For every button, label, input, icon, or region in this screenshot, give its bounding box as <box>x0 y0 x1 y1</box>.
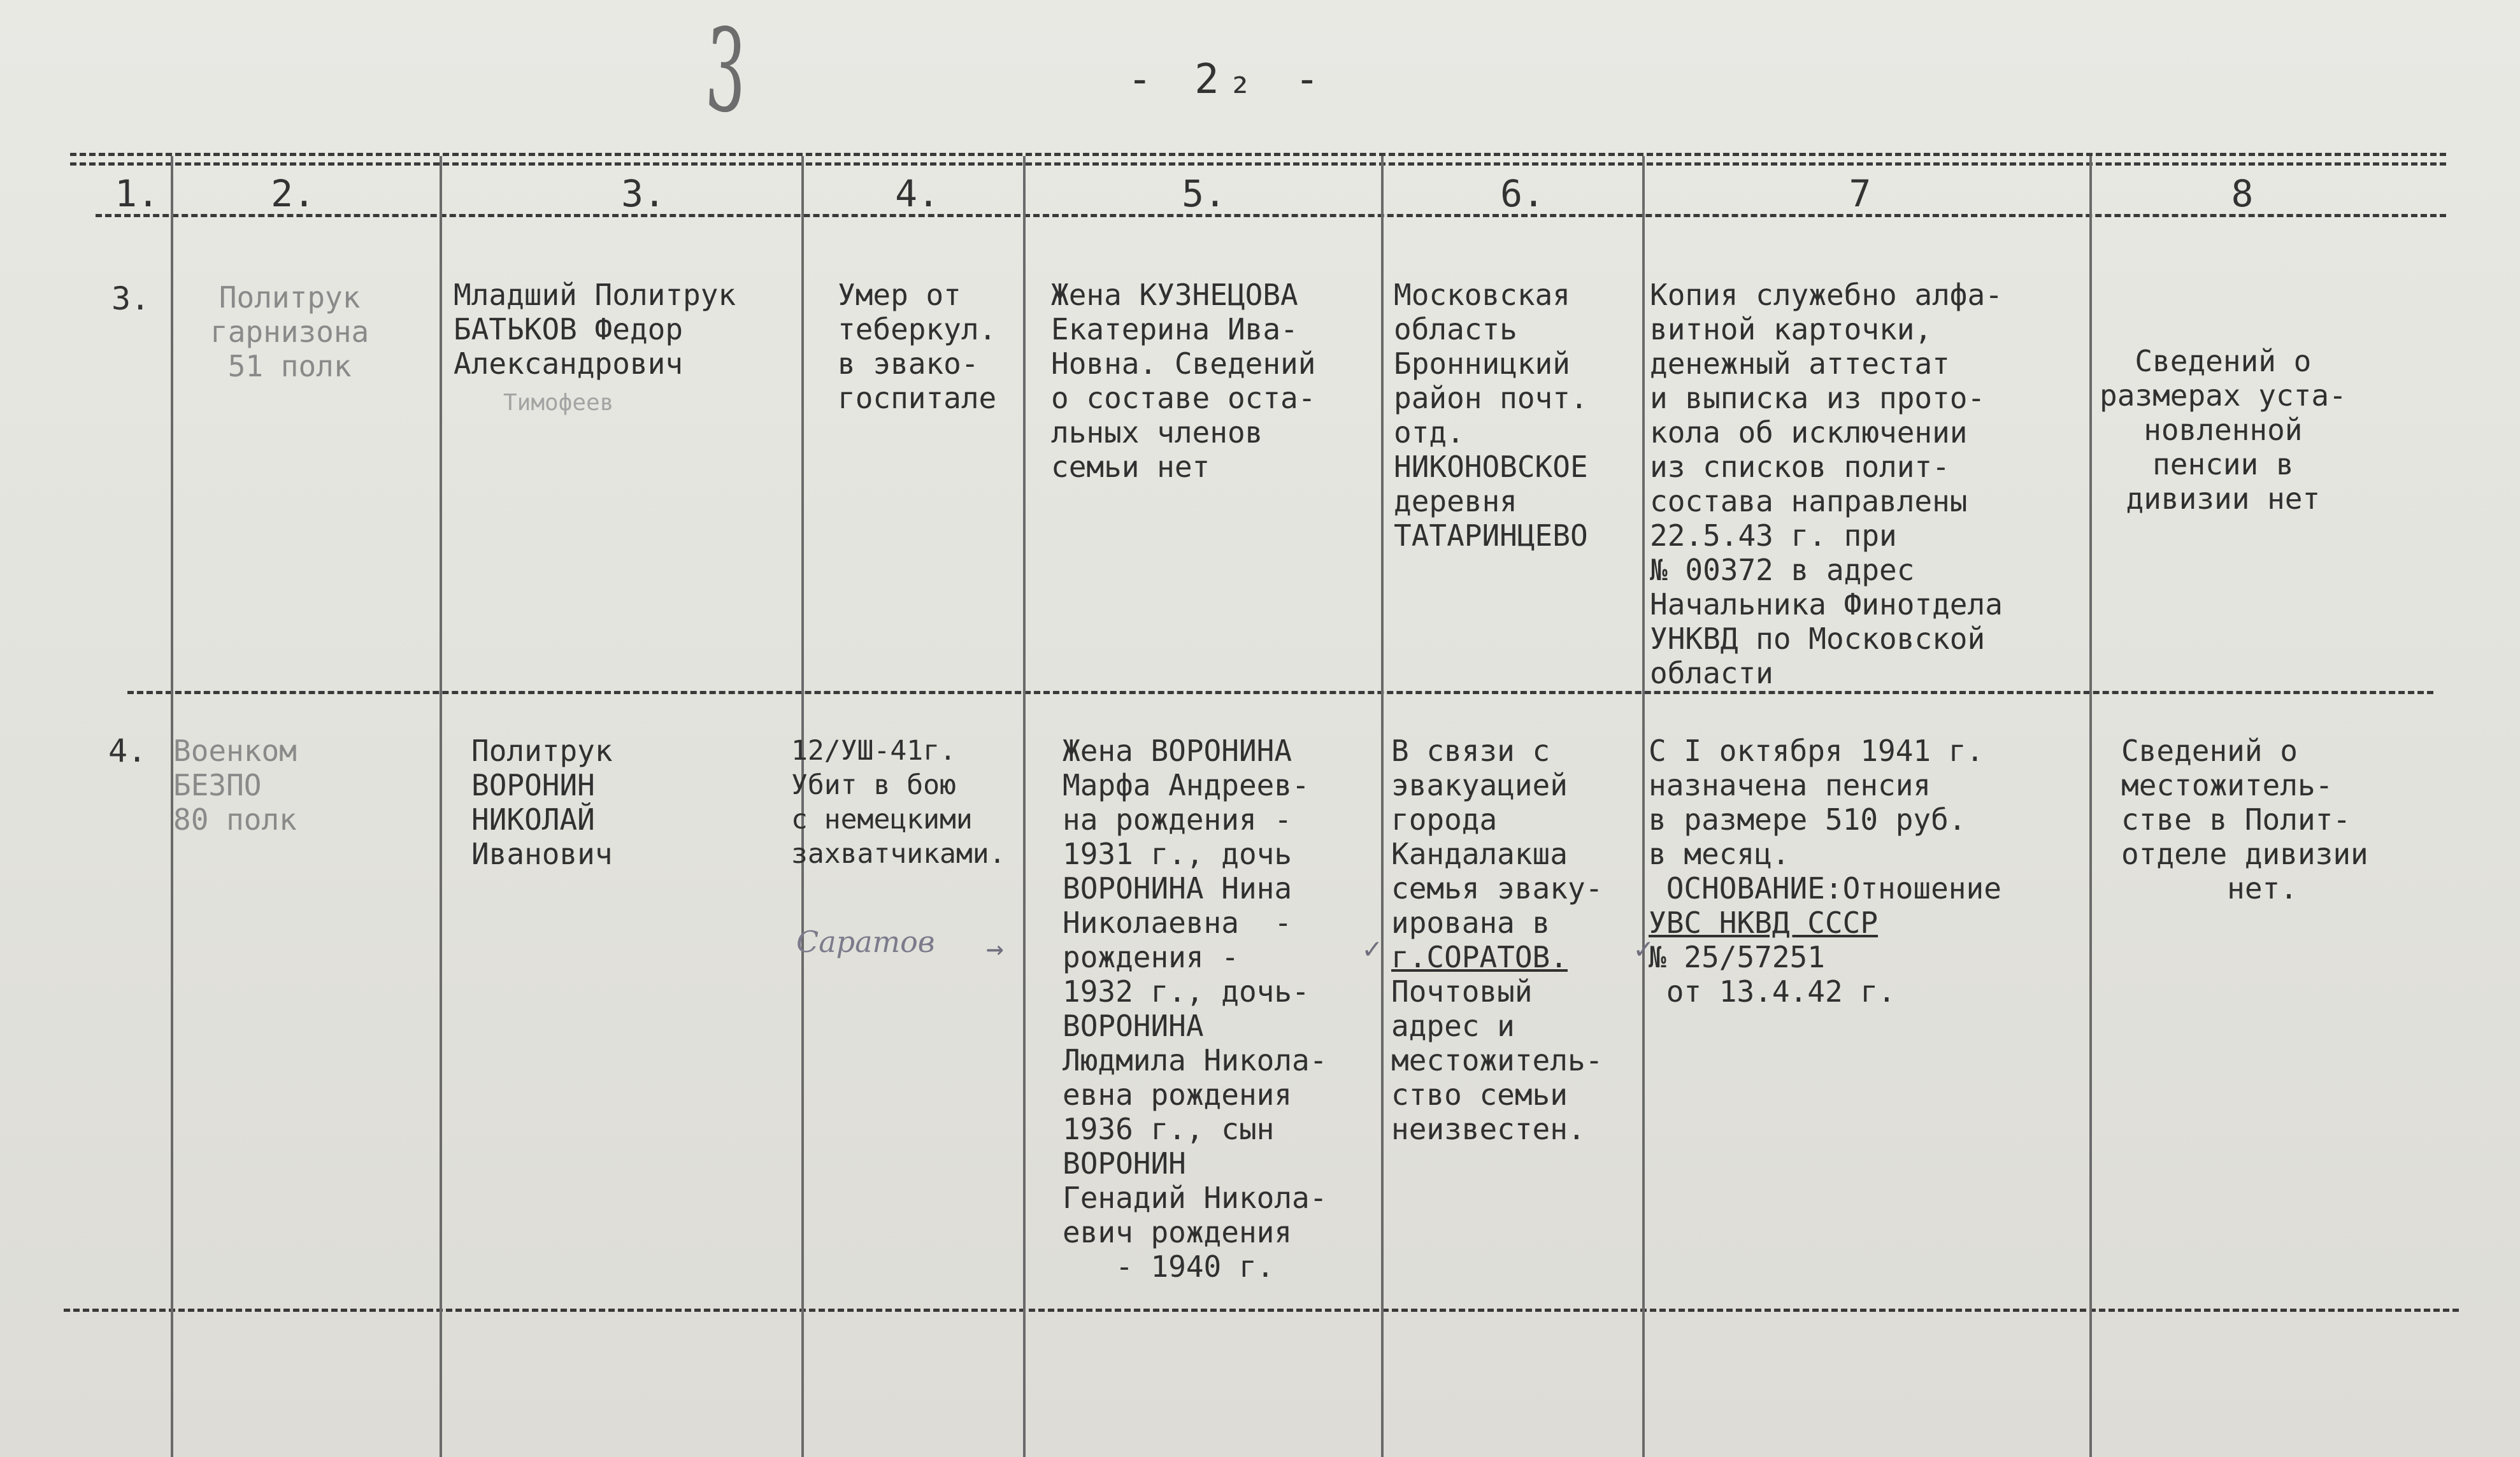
address-text: В связи с эвакуацией города Кандалакша семья эваку- ирована в <box>1391 734 1603 940</box>
family-cell: Жена ВОРОНИНА Марфа Андреев- на рождения - 1931 г., дочь ВОРОНИНА Нина Николаевна - рождения - 1932 г., дочь- ВОРОНИНА Людмила Никола- евна рождения 1936 г., сын ВОРОНИН Генадий Никола- евич рождения - 1940 г. <box>1063 734 1328 1284</box>
documents-cell <box>1649 734 2001 1009</box>
pension-cell: Сведений о размерах уста- новленной пенсии в дивизии нет <box>2100 344 2347 516</box>
header-bottom-rule <box>96 214 2446 217</box>
bottom-rule <box>64 1309 2459 1312</box>
handwritten-sheet-number: 3 <box>703 3 748 141</box>
rank-unit-cell: Военком БЕЗПО 80 полк <box>173 734 297 837</box>
column-divider <box>1642 156 1645 1457</box>
family-cell: Жена КУЗНЕЦОВА Екатерина Ива- Новна. Сведений о составе оста- льных членов семьи нет <box>1051 278 1316 484</box>
column-divider <box>440 156 442 1457</box>
address-city: г.СОРАТОВ. <box>1391 940 1568 974</box>
documents-text: С I октября 1941 г. назначена пенсия в размере 510 руб. в месяц. ОСНОВАНИЕ:Отношение <box>1649 734 2001 906</box>
documents-cell: Копия служебно алфа- витной карточки, денежный аттестат и выписка из прото- кола об исключении из списков полит- состава направлены 22.5.43 г. при № 00372 в адрес Начальника Финотдела УНКВД по Московской области <box>1650 278 2003 690</box>
column-divider <box>2089 156 2092 1457</box>
column-number-1: 1. <box>115 172 159 215</box>
row-number: 3. <box>111 280 150 317</box>
column-number-5: 5. <box>1182 172 1226 215</box>
row-divider <box>127 691 2433 694</box>
documents-reference: УВС НКВД СССР <box>1649 906 1879 940</box>
circumstances-cell: Умер от теберкул. в эвако- госпитале <box>838 278 997 415</box>
name-cell: Политрук ВОРОНИН НИКОЛАЙ Иванович <box>471 734 613 871</box>
column-number-4: 4. <box>895 172 940 215</box>
column-divider <box>1023 156 1026 1457</box>
row-number: 4. <box>108 732 147 769</box>
pension-cell: Сведений о местожитель- стве в Полит- отделе дивизии нет. <box>2121 734 2368 906</box>
column-number-8: 8 <box>2231 172 2254 215</box>
arrow-right-icon: → <box>986 931 1004 965</box>
page-number: - 2₂ - <box>1128 56 1329 103</box>
column-number-3: 3. <box>621 172 666 215</box>
checkmark-icon: ✓ <box>1635 931 1652 965</box>
checkmark-icon: ✓ <box>1363 931 1381 965</box>
address-cell <box>1391 734 1603 1146</box>
circumstances-cell: 12/УШ-41г. Убит в бою с немецкими захватчиками. <box>791 735 1006 870</box>
documents-text-post: № 25/57251 от 13.4.42 г. <box>1649 940 1896 1009</box>
address-cell: Московская область Бронницкий район почт. отд. НИКОНОВСКОЕ деревня ТАТАРИНЦЕВО <box>1394 278 1588 553</box>
handwritten-note: Саратов <box>796 925 935 959</box>
name-note: Тимофеев <box>503 390 614 416</box>
column-divider <box>1381 156 1384 1457</box>
column-number-6: 6. <box>1500 172 1545 215</box>
column-number-7: 7 <box>1849 172 1872 215</box>
name-cell: Младший Политрук БАТЬКОВ Федор Александрович <box>454 278 736 381</box>
rank-unit-cell: Политрук гарнизона 51 полк <box>210 280 369 383</box>
column-number-2: 2. <box>271 172 315 215</box>
address-text-post: Почтовый адрес и местожитель- ство семьи неизвестен. <box>1391 974 1603 1146</box>
